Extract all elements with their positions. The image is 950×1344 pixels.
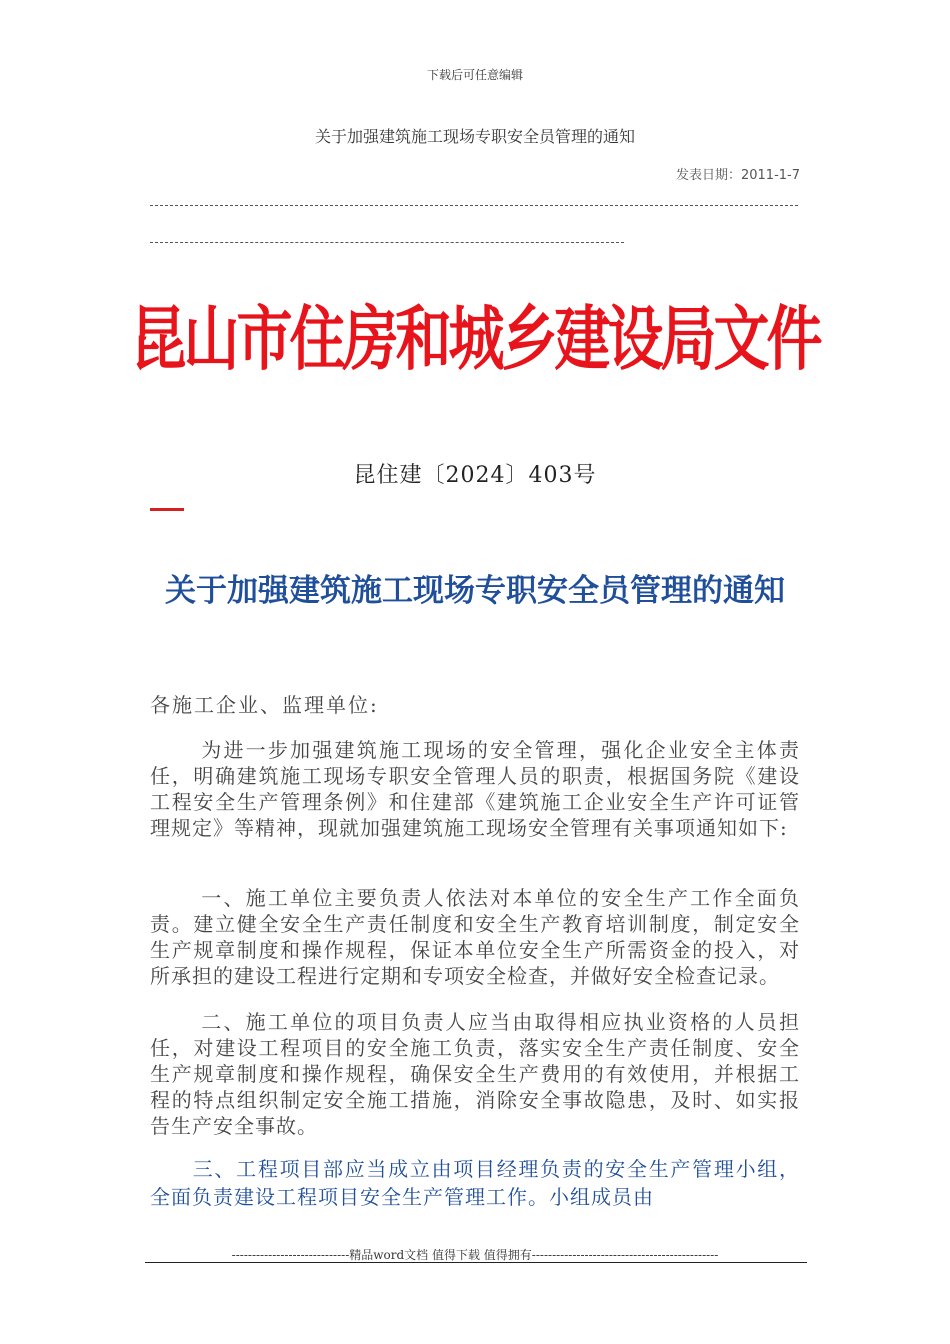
page-title: 关于加强建筑施工现场专职安全员管理的通知 bbox=[314, 127, 635, 146]
red-rule bbox=[150, 508, 184, 511]
paragraph-3 bbox=[150, 1009, 800, 1139]
notice-title: 关于加强建筑施工现场专职安全员管理的通知 bbox=[165, 573, 785, 609]
document-number: 昆住建〔2024〕403号 bbox=[353, 463, 597, 488]
paragraph-4-text: 三、工程项目部应当成立由项目经理负责的安全生产管理小组，全面负责建设工程项目安全生产管理工作。小组成员由 bbox=[150, 1157, 800, 1209]
publish-date: 发表日期：2011-1-7 bbox=[675, 168, 800, 183]
paragraph-1-text: 为进一步加强建筑施工现场的安全管理，强化企业安全主体责任，明确建筑施工现场专职安全管理人员的职责，根据国务院《建设工程安全生产管理条例》和住建部《建筑施工企业安全生产许可证管理规定》等精神，现就加强建筑施工现场安全管理有关事项通知如下: bbox=[150, 738, 800, 840]
divider-dashed-2 bbox=[150, 242, 624, 243]
paragraph-2-text: 一、施工单位主要负责人依法对本单位的安全生产工作全面负责。建立健全安全生产责任制度和安全生产教育培训制度，制定安全生产规章制度和操作规程，保证本单位安全生产所需资金的投入，对所承担的建设工程进行定期和专项安全检查，并做好安全检查记录。 bbox=[150, 886, 800, 988]
footer-rule bbox=[145, 1262, 807, 1263]
paragraph-3-text: 二、施工单位的项目负责人应当由取得相应执业资格的人员担任，对建设工程项目的安全施工负责，落实安全生产责任制度、安全生产规章制度和操作规程，确保安全生产费用的有效使用，并根据工程的特点组织制定安全施工措施，消除安全事故隐患，及时、如实报告生产安全事故。 bbox=[150, 1010, 800, 1138]
salutation: 各施工企业、监理单位: bbox=[150, 693, 379, 717]
divider-dashed-1 bbox=[150, 205, 798, 206]
footer-note: -----------------------------精品word文档 值得下载 值得拥有---------------------------------------------- bbox=[231, 1248, 719, 1262]
paragraph-1 bbox=[150, 737, 800, 841]
agency-header: 昆山市住房和城乡建设局文件 bbox=[130, 299, 820, 381]
paragraph-4 bbox=[150, 1155, 800, 1211]
paragraph-2 bbox=[150, 885, 800, 989]
header-note: 下载后可任意编辑 bbox=[426, 68, 523, 82]
